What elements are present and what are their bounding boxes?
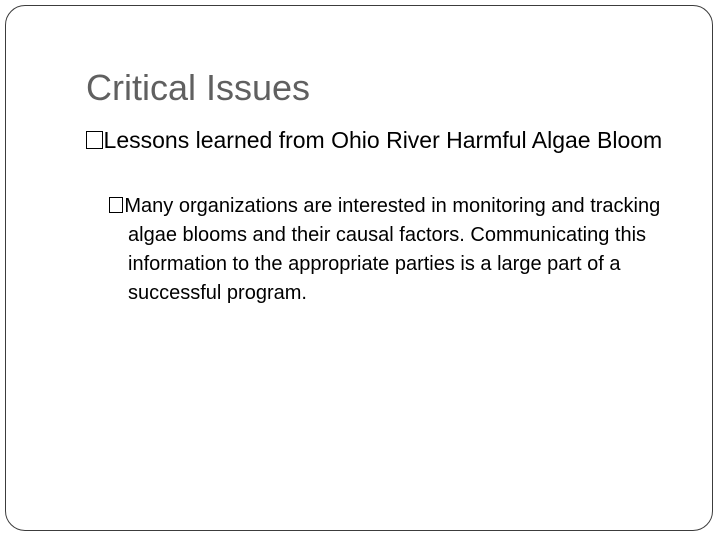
- bullet-text: Lessons learned from Ohio River Harmful Algae Bloom: [103, 127, 663, 153]
- slide-title: Critical Issues: [86, 67, 311, 108]
- missing-glyph-box-icon: [86, 131, 103, 149]
- bullet-level-2: [109, 192, 704, 308]
- slide: [5, 5, 713, 531]
- missing-glyph-box-icon: [109, 197, 123, 213]
- sub-bullet-text: Many organizations are interested in monitoring and tracking algae blooms and their causal factors. Communicating this information to the appropriate parties is a large part of a successful program.: [124, 195, 661, 304]
- bullet-level-1: [86, 123, 686, 157]
